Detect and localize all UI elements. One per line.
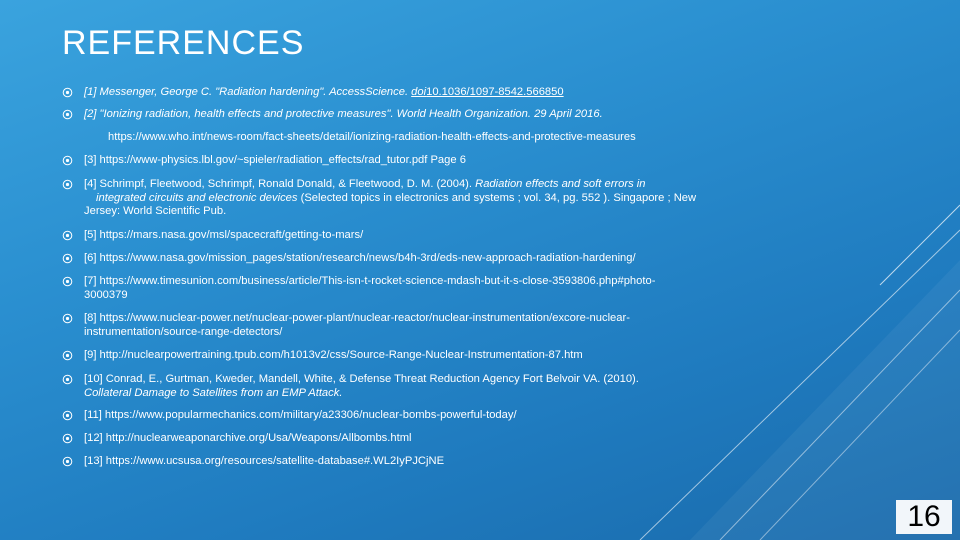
page-title: REFERENCES xyxy=(62,24,305,62)
circle-dot-bullet-icon xyxy=(62,253,73,264)
circle-dot-bullet-icon xyxy=(62,230,73,241)
reference-text[interactable]: [7] https://www.timesunion.com/business/article/This-isn-t-rocket-science-mdash-but-it-s-close-3593806.php#photo- xyxy=(84,275,656,287)
reference-url-2[interactable]: https://www.who.int/news-room/fact-sheets/detail/ionizing-radiation-health-effects-and-protective-measures xyxy=(108,131,636,143)
reference-title-italic: Radiation effects and soft errors in xyxy=(475,178,646,190)
circle-dot-bullet-icon xyxy=(62,410,73,421)
reference-text[interactable]: [9] http://nuclearpowertraining.tpub.com/h1013v2/css/Source-Range-Nuclear-Instrumentation-87.htm xyxy=(84,349,583,361)
reference-item-10 xyxy=(62,373,784,400)
slide-number: 16 xyxy=(896,500,952,534)
reference-item-11 xyxy=(62,409,517,423)
reference-item-13 xyxy=(62,455,444,469)
reference-text[interactable]: [6] https://www.nasa.gov/mission_pages/station/research/news/b4h-3rd/eds-new-approach-radiation-hardening/ xyxy=(84,252,636,264)
doi-value-link[interactable]: 10.1036/1097-8542.566850 xyxy=(426,86,564,98)
reference-text-cont: Jersey: World Scientific Pub. xyxy=(84,205,227,217)
reference-text[interactable]: [12] http://nuclearweaponarchive.org/Usa/Weapons/Allbombs.html xyxy=(84,432,412,444)
reference-text[interactable]: [8] https://www.nuclear-power.net/nuclear-power-plant/nuclear-reactor/nuclear-instrumentation/excore-nuclear- xyxy=(84,312,630,324)
reference-item-6 xyxy=(62,252,636,266)
reference-item-1 xyxy=(62,86,564,100)
reference-text[interactable]: [5] https://mars.nasa.gov/msl/spacecraft/getting-to-mars/ xyxy=(84,229,364,241)
circle-dot-bullet-icon xyxy=(62,350,73,361)
reference-text-cont[interactable]: 3000379 xyxy=(84,288,128,301)
reference-text-cont: (Selected topics in electronics and systems ; vol. 34, pg. 552 ). Singapore ; New xyxy=(300,191,697,204)
reference-item-3 xyxy=(62,154,466,168)
circle-dot-bullet-icon xyxy=(62,155,73,166)
reference-text[interactable]: [11] https://www.popularmechanics.com/military/a23306/nuclear-bombs-powerful-today/ xyxy=(84,409,517,421)
circle-dot-bullet-icon xyxy=(62,313,73,324)
reference-title-italic: Collateral Damage to Satellites from an EMP Attack. xyxy=(84,386,343,399)
circle-dot-bullet-icon xyxy=(62,179,73,190)
reference-title-italic-cont: integrated circuits and electronic devices xyxy=(96,191,298,204)
circle-dot-bullet-icon xyxy=(62,374,73,385)
reference-text-cont[interactable]: instrumentation/source-range-detectors/ xyxy=(84,325,283,338)
reference-text: [4] Schrimpf, Fleetwood, Schrimpf, Ronald Donald, & Fleetwood, D. M. (2004). xyxy=(84,178,473,190)
circle-dot-bullet-icon xyxy=(62,456,73,467)
reference-text[interactable]: [13] https://www.ucsusa.org/resources/satellite-database#.WL2IyPJCjNE xyxy=(84,455,445,467)
reference-item-8 xyxy=(62,312,784,339)
reference-item-4 xyxy=(62,178,824,219)
circle-dot-bullet-icon xyxy=(62,87,73,98)
reference-text[interactable]: [3] https://www-physics.lbl.gov/~spieler/radiation_effects/rad_tutor.pdf Page 6 xyxy=(84,154,466,166)
reference-item-2 xyxy=(62,108,603,122)
reference-text: [2] "Ionizing radiation, health effects and protective measures". World Health Organization. 29 April 2016. xyxy=(84,108,603,120)
doi-link[interactable]: doi xyxy=(411,86,427,98)
reference-item-12 xyxy=(62,432,412,446)
reference-item-7 xyxy=(62,275,784,302)
reference-item-5 xyxy=(62,229,363,243)
reference-text: [1] Messenger, George C. "Radiation hardening". AccessScience. xyxy=(84,86,409,98)
circle-dot-bullet-icon xyxy=(62,276,73,287)
reference-text: [10] Conrad, E., Gurtman, Kweder, Mandell, White, & Defense Threat Reduction Agency Fort Belvoir VA. (2010). xyxy=(84,373,639,385)
reference-item-9 xyxy=(62,349,583,363)
circle-dot-bullet-icon xyxy=(62,433,73,444)
circle-dot-bullet-icon xyxy=(62,109,73,120)
